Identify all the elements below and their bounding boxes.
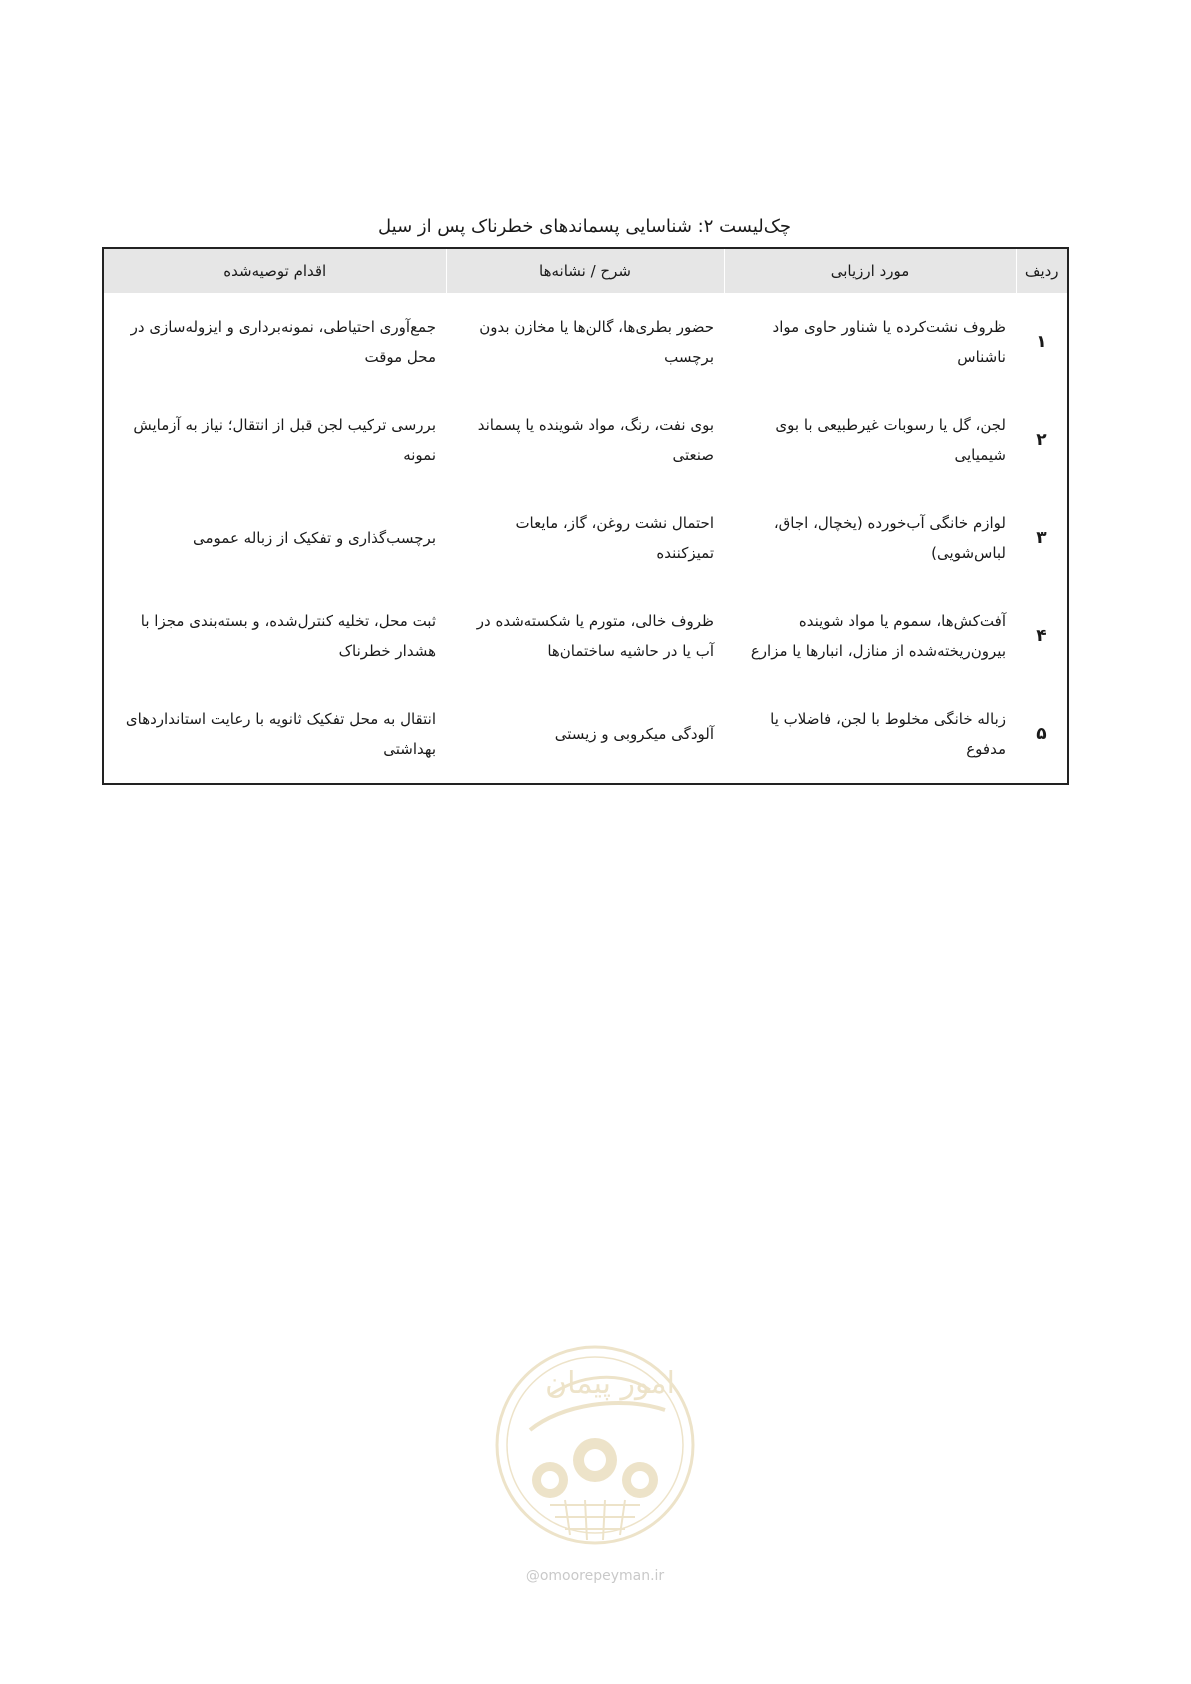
table-header-row — [103, 248, 1068, 293]
hazardous-waste-checklist-table — [102, 247, 1069, 785]
description: احتمال نشت روغن، گاز، مایعات تمیزکننده — [515, 514, 714, 562]
watermark-logo-text: امور پیمان — [545, 1366, 675, 1401]
table-row — [103, 587, 1068, 685]
description: آلودگی میکروبی و زیستی — [554, 725, 714, 743]
description: بوی نفت، رنگ، مواد شوینده یا پسماند صنعتی — [477, 416, 714, 464]
row-number: ۱ — [1036, 332, 1047, 352]
header-description: شرح / نشانه‌ها — [446, 248, 724, 293]
at-sign-icon: @ — [525, 1568, 540, 1584]
recommended-action: برچسب‌گذاری و تفکیک از زباله عمومی — [192, 529, 436, 547]
watermark-site-url: @omoorepeyman.ir — [525, 1568, 665, 1584]
description: حضور بطری‌ها، گالن‌ها یا مخازن بدون برچسب — [479, 318, 714, 366]
row-number: ۵ — [1036, 724, 1047, 744]
row-number: ۳ — [1036, 528, 1047, 548]
assessment-item: آفت‌کش‌ها، سموم یا مواد شوینده بیرون‌ریخته‌شده از منازل، انبارها یا مزارع — [750, 612, 1006, 660]
table-row — [103, 391, 1068, 489]
table-row — [103, 685, 1068, 784]
header-row-number: ردیف — [1016, 248, 1068, 293]
row-number: ۴ — [1036, 626, 1047, 646]
recommended-action: انتقال به محل تفکیک ثانویه با رعایت استانداردهای بهداشتی — [125, 710, 436, 758]
row-number: ۲ — [1036, 430, 1047, 450]
assessment-item: زباله خانگی مخلوط با لجن، فاضلاب یا مدفوع — [770, 710, 1006, 758]
seal-logo-icon — [490, 1335, 700, 1565]
recommended-action: ثبت محل، تخلیه کنترل‌شده، و بسته‌بندی مجزا با هشدار خطرناک — [140, 612, 436, 660]
header-recommended-action: اقدام توصیه‌شده — [103, 248, 446, 293]
table-caption: چک‌لیست ۲: شناسایی پسماندهای خطرناک پس از سیل — [378, 216, 791, 237]
recommended-action: جمع‌آوری احتیاطی، نمونه‌برداری و ایزوله‌سازی در محل موقت — [130, 318, 436, 366]
assessment-item: لجن، گل یا رسوبات غیرطبیعی با بوی شیمیایی — [775, 416, 1006, 464]
assessment-item: لوازم خانگی آب‌خورده (یخچال، اجاق، لباس‌شویی) — [773, 514, 1006, 562]
description: ظروف خالی، متورم یا شکسته‌شده در آب یا در حاشیه ساختمان‌ها — [476, 612, 714, 660]
table-row — [103, 293, 1068, 391]
table-row — [103, 489, 1068, 587]
assessment-item: ظروف نشت‌کرده یا شناور حاوی مواد ناشناس — [772, 318, 1006, 366]
header-assessment-item: مورد ارزیابی — [724, 248, 1016, 293]
recommended-action: بررسی ترکیب لجن قبل از انتقال؛ نیاز به آزمایش نمونه — [133, 416, 436, 464]
